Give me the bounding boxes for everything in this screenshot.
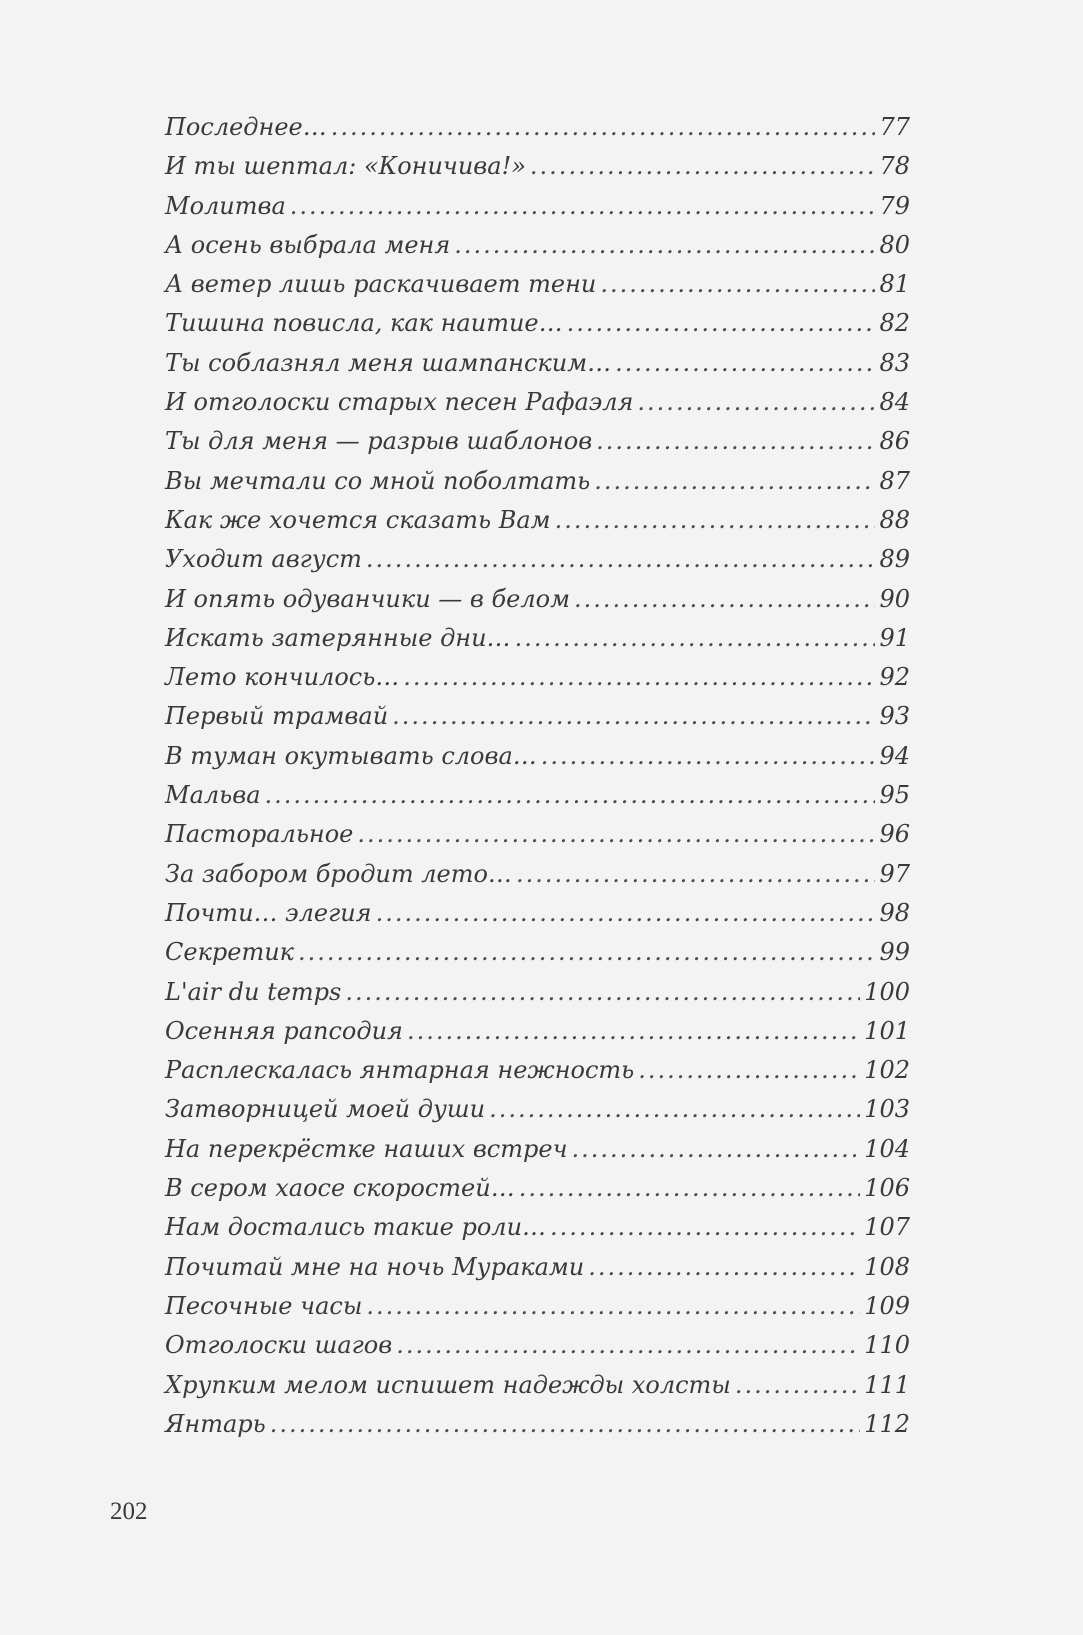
toc-entry — [165, 304, 910, 343]
entry-title: Расплескалась янтарная нежность — [165, 1056, 635, 1085]
entry-page-number: 88 — [879, 505, 910, 534]
entry-page-number: 81 — [879, 270, 910, 299]
dot-leader — [588, 1248, 860, 1287]
entry-title: Хрупким мелом испишет надежды холсты — [165, 1370, 731, 1399]
entry-page-number: 110 — [864, 1331, 910, 1360]
dot-leader — [407, 1012, 860, 1051]
page-number: 202 — [110, 1498, 148, 1525]
toc-entry — [165, 933, 910, 972]
entry-title: Мальва — [165, 781, 261, 810]
entry-title: Затворницей моей души — [165, 1095, 486, 1124]
entry-page-number: 89 — [879, 545, 910, 574]
entry-title: Ты для меня — разрыв шаблонов — [165, 427, 593, 456]
entry-page-number: 92 — [879, 663, 910, 692]
dot-leader — [366, 540, 876, 579]
toc-entry — [165, 147, 910, 186]
entry-title: И ты шептал: «Коничива!» — [165, 152, 526, 181]
entry-page-number: 112 — [864, 1409, 910, 1438]
entry-title: Почти… элегия — [165, 898, 372, 927]
entry-page-number: 96 — [879, 820, 910, 849]
toc-entry — [165, 1051, 910, 1090]
dot-leader — [515, 619, 876, 658]
entry-title: И отголоски старых песен Рафаэля — [165, 388, 634, 417]
entry-title: Уходит август — [165, 545, 362, 574]
dot-leader — [290, 187, 876, 226]
entry-title: За забором бродит лето… — [165, 859, 512, 888]
toc-entry — [165, 1248, 910, 1287]
entry-page-number: 108 — [864, 1252, 910, 1281]
entry-title: Пасторальное — [165, 820, 354, 849]
entry-title: Как же хочется сказать Вам — [165, 505, 551, 534]
toc-entry — [165, 1208, 910, 1247]
entry-page-number: 94 — [879, 741, 910, 770]
toc-entry — [165, 1130, 910, 1169]
toc-entry — [165, 737, 910, 776]
entry-title: Лето кончилось… — [165, 663, 400, 692]
dot-leader — [615, 344, 875, 383]
dot-leader — [530, 147, 876, 186]
entry-title: А осень выбрала меня — [165, 230, 451, 259]
toc-entry — [165, 1169, 910, 1208]
dot-leader — [270, 1405, 861, 1444]
entry-title: На перекрёстке наших встреч — [165, 1134, 568, 1163]
toc-entry — [165, 187, 910, 226]
entry-title: Нам достались такие роли… — [165, 1213, 547, 1242]
dot-leader — [265, 776, 876, 815]
entry-page-number: 97 — [879, 859, 910, 888]
entry-page-number: 104 — [864, 1134, 910, 1163]
dot-leader — [572, 1130, 861, 1169]
table-of-contents — [165, 108, 910, 1444]
entry-page-number: 106 — [864, 1174, 910, 1203]
toc-entry — [165, 855, 910, 894]
toc-entry — [165, 1405, 910, 1444]
dot-leader — [735, 1366, 860, 1405]
dot-leader — [519, 1169, 860, 1208]
entry-page-number: 109 — [864, 1291, 910, 1320]
toc-entry — [165, 580, 910, 619]
entry-title: Осенняя рапсодия — [165, 1016, 403, 1045]
dot-leader — [516, 855, 876, 894]
entry-title: Ты соблазнял меня шампанским… — [165, 348, 612, 377]
entry-title: Почитай мне на ночь Мураками — [165, 1252, 585, 1281]
toc-entry — [165, 540, 910, 579]
dot-leader — [638, 1051, 860, 1090]
toc-entry — [165, 973, 910, 1012]
entry-title: Песочные часы — [165, 1291, 363, 1320]
toc-entry — [165, 383, 910, 422]
entry-title: Вы мечтали со мной поболтать — [165, 466, 591, 495]
toc-entry — [165, 1012, 910, 1051]
toc-entry — [165, 1326, 910, 1365]
entry-title: L'air du temps — [165, 977, 342, 1006]
toc-entry — [165, 501, 910, 540]
dot-leader — [555, 501, 876, 540]
entry-page-number: 100 — [864, 977, 910, 1006]
dot-leader — [454, 226, 875, 265]
dot-leader — [392, 697, 875, 736]
entry-title: В туман окутывать слова… — [165, 741, 537, 770]
entry-page-number: 111 — [864, 1370, 910, 1399]
dot-leader — [637, 383, 875, 422]
entry-page-number: 78 — [879, 152, 910, 181]
toc-entry — [165, 265, 910, 304]
entry-page-number: 95 — [879, 781, 910, 810]
entry-title: Секретик — [165, 938, 295, 967]
toc-entry — [165, 108, 910, 147]
dot-leader — [331, 108, 876, 147]
toc-entry — [165, 815, 910, 854]
entry-page-number: 86 — [879, 427, 910, 456]
entry-title: А ветер лишь раскачивает тени — [165, 270, 597, 299]
toc-entry — [165, 1287, 910, 1326]
entry-page-number: 90 — [879, 584, 910, 613]
entry-page-number: 93 — [879, 702, 910, 731]
dot-leader — [574, 580, 875, 619]
entry-page-number: 102 — [864, 1056, 910, 1085]
dot-leader — [489, 1090, 860, 1129]
toc-entry — [165, 697, 910, 736]
toc-entry — [165, 462, 910, 501]
entry-title: Последнее… — [165, 113, 327, 141]
toc-entry — [165, 344, 910, 383]
entry-page-number: 84 — [879, 388, 910, 417]
toc-entry — [165, 1366, 910, 1405]
toc-entry — [165, 1090, 910, 1129]
dot-leader — [345, 973, 860, 1012]
entry-page-number: 80 — [879, 230, 910, 259]
entry-page-number: 107 — [864, 1213, 910, 1242]
entry-title: В сером хаосе скоростей… — [165, 1174, 515, 1203]
entry-title: И опять одуванчики — в белом — [165, 584, 570, 613]
toc-entry — [165, 658, 910, 697]
entry-page-number: 79 — [879, 191, 910, 220]
dot-leader — [567, 304, 876, 343]
entry-title: Отголоски шагов — [165, 1331, 393, 1360]
toc-entry — [165, 776, 910, 815]
entry-page-number: 101 — [864, 1016, 910, 1045]
entry-page-number: 103 — [864, 1095, 910, 1124]
dot-leader — [298, 933, 875, 972]
entry-title: Искать затерянные дни… — [165, 623, 511, 652]
dot-leader — [366, 1287, 860, 1326]
dot-leader — [594, 462, 875, 501]
entry-page-number: 83 — [879, 348, 910, 377]
dot-leader — [376, 894, 876, 933]
entry-title: Молитва — [165, 191, 286, 220]
entry-title: Первый трамвай — [165, 702, 389, 731]
dot-leader — [403, 658, 875, 697]
entry-page-number: 82 — [879, 309, 910, 338]
entry-page-number: 91 — [879, 623, 910, 652]
dot-leader — [541, 737, 876, 776]
dot-leader — [550, 1208, 860, 1247]
toc-entry — [165, 894, 910, 933]
entry-page-number: 98 — [879, 898, 910, 927]
entry-page-number: 87 — [879, 466, 910, 495]
entry-page-number: 99 — [879, 938, 910, 967]
entry-title: Тишина повисла, как наитие… — [165, 309, 563, 338]
toc-entry — [165, 226, 910, 265]
dot-leader — [596, 422, 875, 461]
dot-leader — [600, 265, 875, 304]
entry-title: Янтарь — [165, 1409, 266, 1438]
entry-page-number: 77 — [879, 113, 910, 141]
toc-entry — [165, 422, 910, 461]
dot-leader — [396, 1326, 860, 1365]
toc-entry — [165, 619, 910, 658]
dot-leader — [357, 815, 875, 854]
